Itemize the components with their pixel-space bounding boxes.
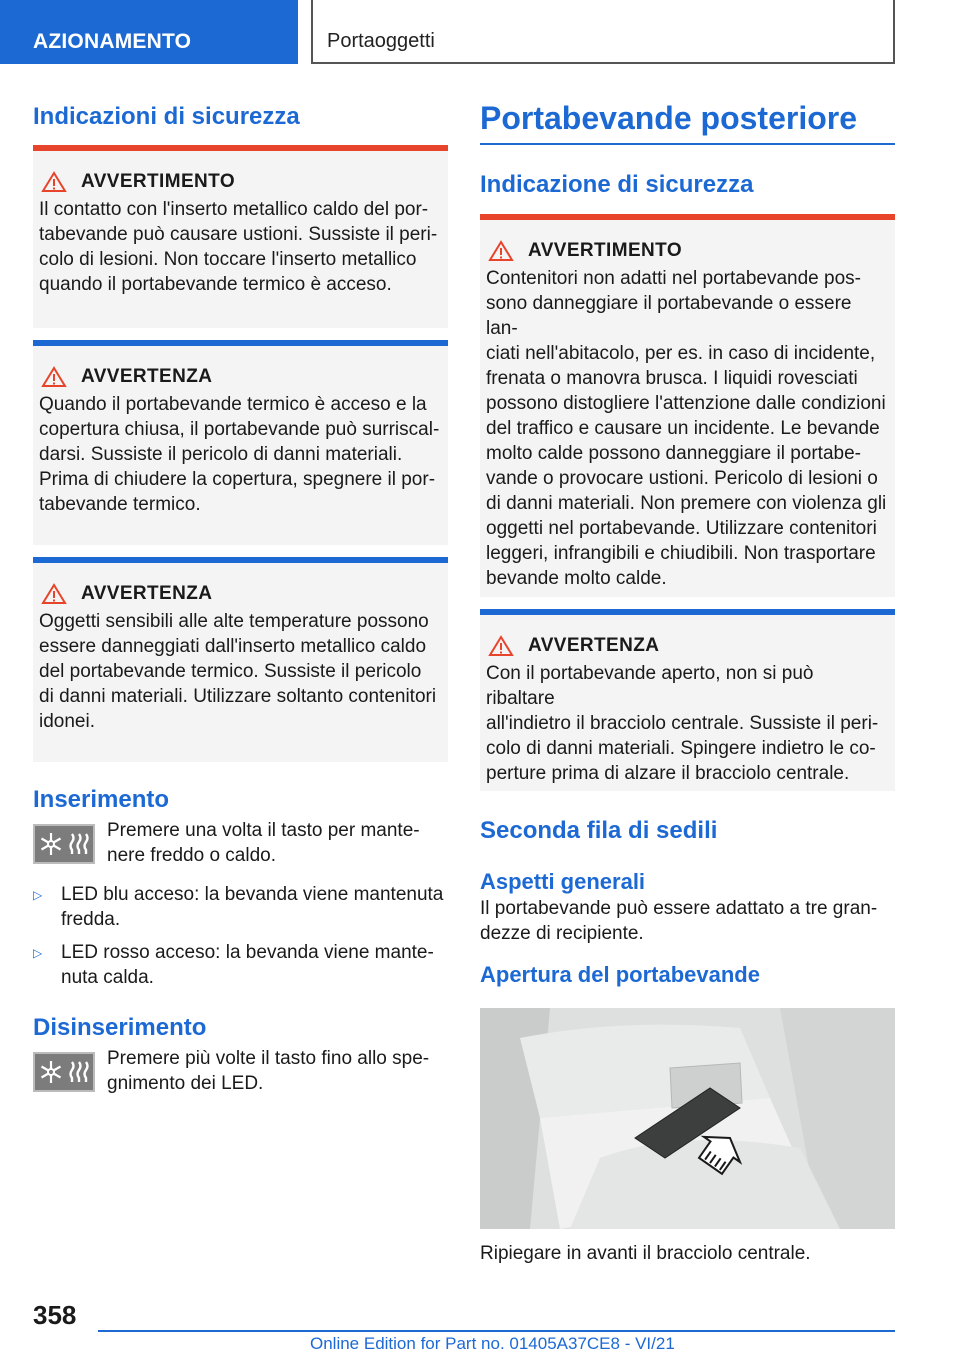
off-heading: Disinserimento (33, 1014, 207, 1041)
box-title-text: AVVERTENZA (81, 583, 213, 604)
right-column (480, 100, 895, 1266)
chapter-tab: AZIONAMENTO (0, 0, 298, 64)
warning-triangle-icon (488, 240, 514, 262)
notice-box (33, 557, 448, 762)
warning-triangle-icon (488, 635, 514, 657)
box-line: oggetti nel portabevande. Utilizzare contenitori (486, 518, 877, 539)
box-line: tabevande può causare ustioni. Sussiste il peri‐ (39, 224, 438, 245)
box-line: leggeri, infrangibili e chiudibili. Non trasportare (486, 543, 876, 564)
snowflake-icon (38, 831, 64, 857)
warning-box (33, 145, 448, 328)
box-line: essere danneggiati dall'inserto metallico caldo (39, 636, 427, 657)
text-line: Premere più volte il tasto fino allo spe‐ (107, 1048, 430, 1069)
warning-box-title (486, 240, 887, 262)
armrest-image (480, 1008, 895, 1229)
warning-triangle-icon (41, 366, 67, 388)
safety-heading: Indicazioni di sicurezza (33, 103, 300, 130)
led-list (33, 882, 448, 990)
box-line: di danni materiali. Utilizzare soltanto contenitori (39, 686, 437, 707)
text-line: Il portabevande può essere adattato a tre gran‐ (480, 898, 878, 919)
box-title-text: AVVERTIMENTO (81, 171, 235, 192)
text-line: nere freddo o caldo. (107, 845, 277, 866)
general-heading: Aspetti generali (480, 869, 646, 894)
box-line: tabevande termico. (39, 494, 201, 515)
box-line: bevande molto calde. (486, 568, 667, 589)
notice-box (480, 609, 895, 791)
image-caption: Ripiegare in avanti il bracciolo centrale. (480, 1243, 811, 1264)
footer-rule (98, 1330, 895, 1332)
box-line: del traffico e causare un incidente. Le bevande (486, 418, 880, 439)
box-title-text: AVVERTIMENTO (528, 240, 682, 261)
box-line: frenata o manovra brusca. I liquidi rovesciati (486, 368, 858, 389)
box-title-text: AVVERTENZA (81, 366, 213, 387)
warning-triangle-icon (41, 171, 67, 193)
text-line: gnimento dei LED. (107, 1073, 264, 1094)
box-line: possono distogliere l'attenzione dalle condizioni (486, 393, 886, 414)
box-line: ciati nell'abitacolo, per es. in caso di incidente, (486, 343, 876, 364)
snowflake-icon (38, 1059, 64, 1085)
safety-heading: Indicazione di sicurezza (480, 171, 754, 198)
insert-text (107, 818, 420, 868)
text-line: fredda. (61, 909, 121, 930)
text-line: nuta calda. (61, 967, 154, 988)
box-line: vande o provocare ustioni. Pericolo di lesioni o (486, 468, 878, 489)
opening-heading: Apertura del portabevande (480, 962, 760, 987)
box-line: sono danneggiare il portabevande o essere lan‐ (486, 293, 852, 339)
box-line: di danni materiali. Non premere con violenza gli (486, 493, 887, 514)
off-text (107, 1046, 429, 1096)
box-line: Oggetti sensibili alle alte temperature possono (39, 611, 429, 632)
notice-box-title (39, 583, 440, 605)
box-title-text: AVVERTENZA (528, 635, 660, 656)
box-line: Quando il portabevande termico è acceso e la (39, 394, 427, 415)
list-item (33, 882, 448, 932)
bullet-triangle-icon: ▷ (33, 946, 43, 960)
heat-icon (68, 831, 90, 857)
insert-instruction (33, 818, 448, 868)
warning-box-title (39, 171, 440, 193)
box-line: del portabevande termico. Sussiste il pericolo (39, 661, 422, 682)
snowflake-heat-icon (33, 824, 95, 864)
insert-heading: Inserimento (33, 786, 170, 813)
box-line: darsi. Sussiste il pericolo di danni materiali. (39, 444, 403, 465)
text-line: Premere una volta il tasto per mante‐ (107, 820, 420, 841)
notice-box (33, 340, 448, 545)
box-line: Prima di chiudere la copertura, spegnere il por‐ (39, 469, 436, 490)
box-line: molto calde possono danneggiare il portabe‐ (486, 443, 861, 464)
list-item (33, 940, 448, 990)
box-line: Il contatto con l'inserto metallico caldo del por‐ (39, 199, 429, 220)
box-line: idonei. (39, 711, 95, 732)
box-line: quando il portabevande termico è acceso. (39, 274, 392, 295)
title-rule (480, 143, 895, 145)
box-line: colo di lesioni. Non toccare l'inserto metallico (39, 249, 417, 270)
armrest-illustration (480, 1008, 895, 1229)
off-instruction (33, 1046, 448, 1096)
second-row-heading: Seconda fila di sedili (480, 817, 718, 844)
box-line: all'indietro il bracciolo centrale. Sussiste il peri‐ (486, 713, 879, 734)
warning-box (480, 214, 895, 597)
left-column (33, 100, 448, 1096)
notice-box-title (39, 366, 440, 388)
warning-triangle-icon (41, 583, 67, 605)
heat-icon (68, 1059, 90, 1085)
page-number: 358 (33, 1300, 77, 1330)
text-line: LED rosso acceso: la bevanda viene mante‐ (61, 942, 434, 963)
text-line: dezze di recipiente. (480, 923, 644, 944)
box-line: perture prima di alzare il bracciolo centrale. (486, 763, 850, 784)
snowflake-heat-icon (33, 1052, 95, 1092)
page-title: Portabevande posteriore (480, 100, 857, 136)
text-line: LED blu acceso: la bevanda viene mantenuta (61, 884, 444, 905)
notice-box-title (486, 635, 887, 657)
box-line: colo di danni materiali. Spingere indietro le co‐ (486, 738, 876, 759)
box-line: Contenitori non adatti nel portabevande pos‐ (486, 268, 861, 289)
edition-info: Online Edition for Part no. 01405A37CE8 - VI/21 (310, 1334, 675, 1353)
section-title: Portaoggetti (311, 0, 895, 64)
box-line: Con il portabevande aperto, non si può ribaltare (486, 663, 814, 709)
box-line: copertura chiusa, il portabevande può surriscal‐ (39, 419, 440, 440)
bullet-triangle-icon: ▷ (33, 888, 43, 902)
